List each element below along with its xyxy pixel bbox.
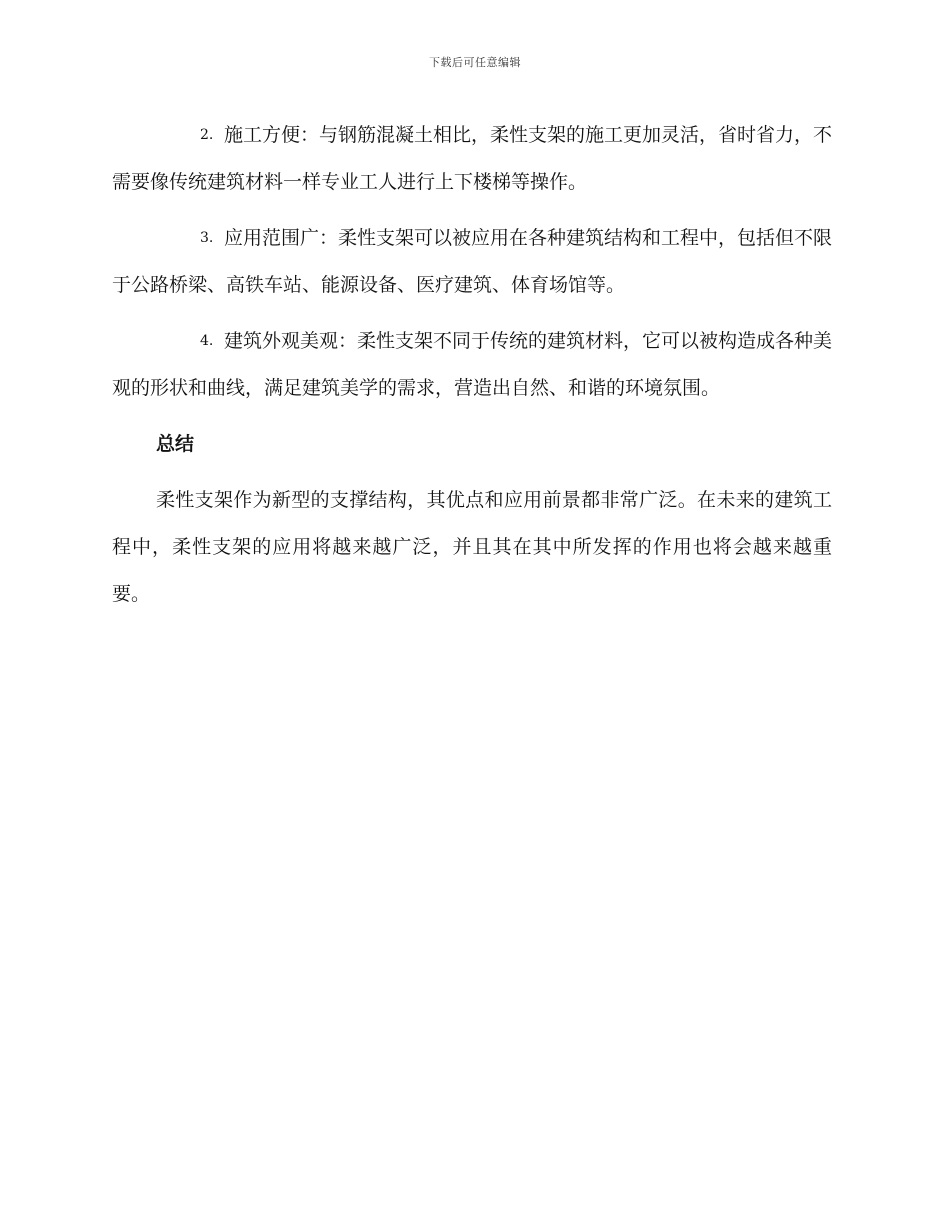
list-item-number: 3. — [200, 230, 214, 246]
list-item-4 — [112, 318, 832, 412]
list-item-text: 施工方便：与钢筋混凝土相比，柔性支架的施工更加灵活，省时省力，不需要像传统建筑材料一样专业工人进行上下楼梯等操作。 — [112, 124, 833, 193]
summary-paragraph: 柔性支架作为新型的支撑结构，其优点和应用前景都非常广泛。在未来的建筑工程中，柔性支架的应用将越来越广泛，并且其在其中所发挥的作用也将会越来越重要。 — [112, 489, 832, 605]
document-body — [112, 112, 832, 627]
list-item-3 — [112, 215, 832, 309]
header-note: 下载后可任意编辑 — [429, 56, 521, 69]
list-item-text: 建筑外观美观：柔性支架不同于传统的建筑材料，它可以被构造成各种美观的形状和曲线，满足建筑美学的需求，营造出自然、和谐的环境氛围。 — [112, 330, 833, 399]
list-item-text: 应用范围广：柔性支架可以被应用在各种建筑结构和工程中，包括但不限于公路桥梁、高铁车站、能源设备、医疗建筑、体育场馆等。 — [112, 227, 833, 296]
list-item-number: 4. — [200, 333, 214, 349]
list-item-number: 2. — [200, 127, 214, 143]
summary-heading: 总结 — [156, 433, 195, 455]
list-item-2 — [112, 112, 832, 206]
